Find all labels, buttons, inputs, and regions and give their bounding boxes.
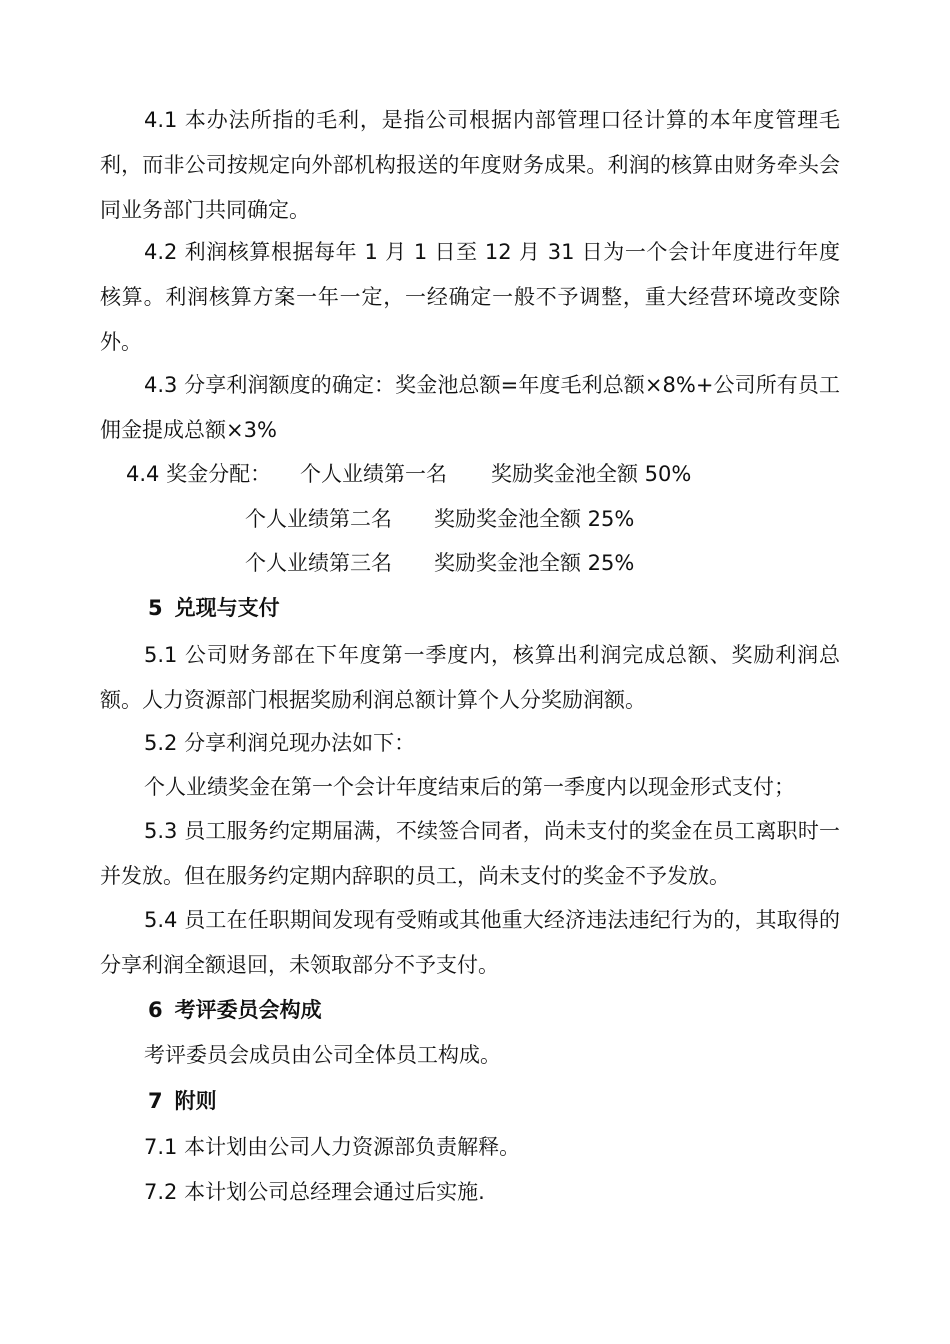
section-5-title: 兑现与支付: [174, 596, 280, 620]
award-share-3: 奖励奖金池全额 25%: [434, 551, 635, 575]
paragraph-7-1: 7.1 本计划由公司人力资源部负责解释。: [144, 1135, 521, 1159]
section-5-number: 5: [148, 596, 163, 620]
paragraph-5-3: 5.3 员工服务约定期届满，不续签合同者，尚未支付的奖金在员工离职时一并发放。但在服务约定期内辞职的员工，尚未支付的奖金不予发放。: [100, 819, 840, 888]
section-7-title: 附则: [174, 1089, 217, 1113]
section-5-heading: [148, 586, 280, 631]
section-7-heading: [148, 1079, 217, 1124]
paragraph-4-4-label: 4.4 奖金分配：: [126, 462, 272, 486]
paragraph-7-2: 7.2 本计划公司总经理会通过后实施.: [144, 1180, 485, 1204]
paragraph-5-2: 5.2 分享利润兑现办法如下：: [144, 731, 416, 755]
paragraph-5-1: 5.1 公司财务部在下年度第一季度内，核算出利润完成总额、奖励利润总额。人力资源部门根据奖励利润总额计算个人分奖励润额。: [100, 643, 840, 712]
award-rank-3: 个人业绩第三名: [245, 551, 392, 575]
paragraph-5-2-detail: 个人业绩奖金在第一个会计年度结束后的第一季度内以现金形式支付；: [144, 775, 795, 799]
section-6-number: 6: [148, 998, 163, 1022]
section-6-heading: [148, 988, 322, 1033]
paragraph-5-4: 5.4 员工在任职期间发现有受贿或其他重大经济违法违纪行为的，其取得的分享利润全额退回，未领取部分不予支付。: [100, 908, 840, 977]
section-7-number: 7: [148, 1089, 163, 1113]
section-6-title: 考评委员会构成: [174, 998, 322, 1022]
award-rank-2: 个人业绩第二名: [245, 507, 392, 531]
paragraph-4-1: 4.1 本办法所指的毛利，是指公司根据内部管理口径计算的本年度管理毛利，而非公司按规定向外部机构报送的年度财务成果。利润的核算由财务牵头会同业务部门共同确定。: [100, 108, 840, 222]
paragraph-4-3: 4.3 分享利润额度的确定：奖金池总额=年度毛利总额×8%+公司所有员工佣金提成总额×3%: [100, 373, 840, 442]
award-share-1: 奖励奖金池全额 50%: [491, 462, 692, 486]
paragraph-6: 考评委员会成员由公司全体员工构成。: [144, 1043, 501, 1067]
paragraph-4-2: 4.2 利润核算根据每年 1 月 1 日至 12 月 31 日为一个会计年度进行年度核算。利润核算方案一年一定，一经确定一般不予调整，重大经营环境改变除外。: [100, 240, 840, 354]
award-share-2: 奖励奖金池全额 25%: [434, 507, 635, 531]
award-rank-1: 个人业绩第一名: [300, 462, 447, 486]
